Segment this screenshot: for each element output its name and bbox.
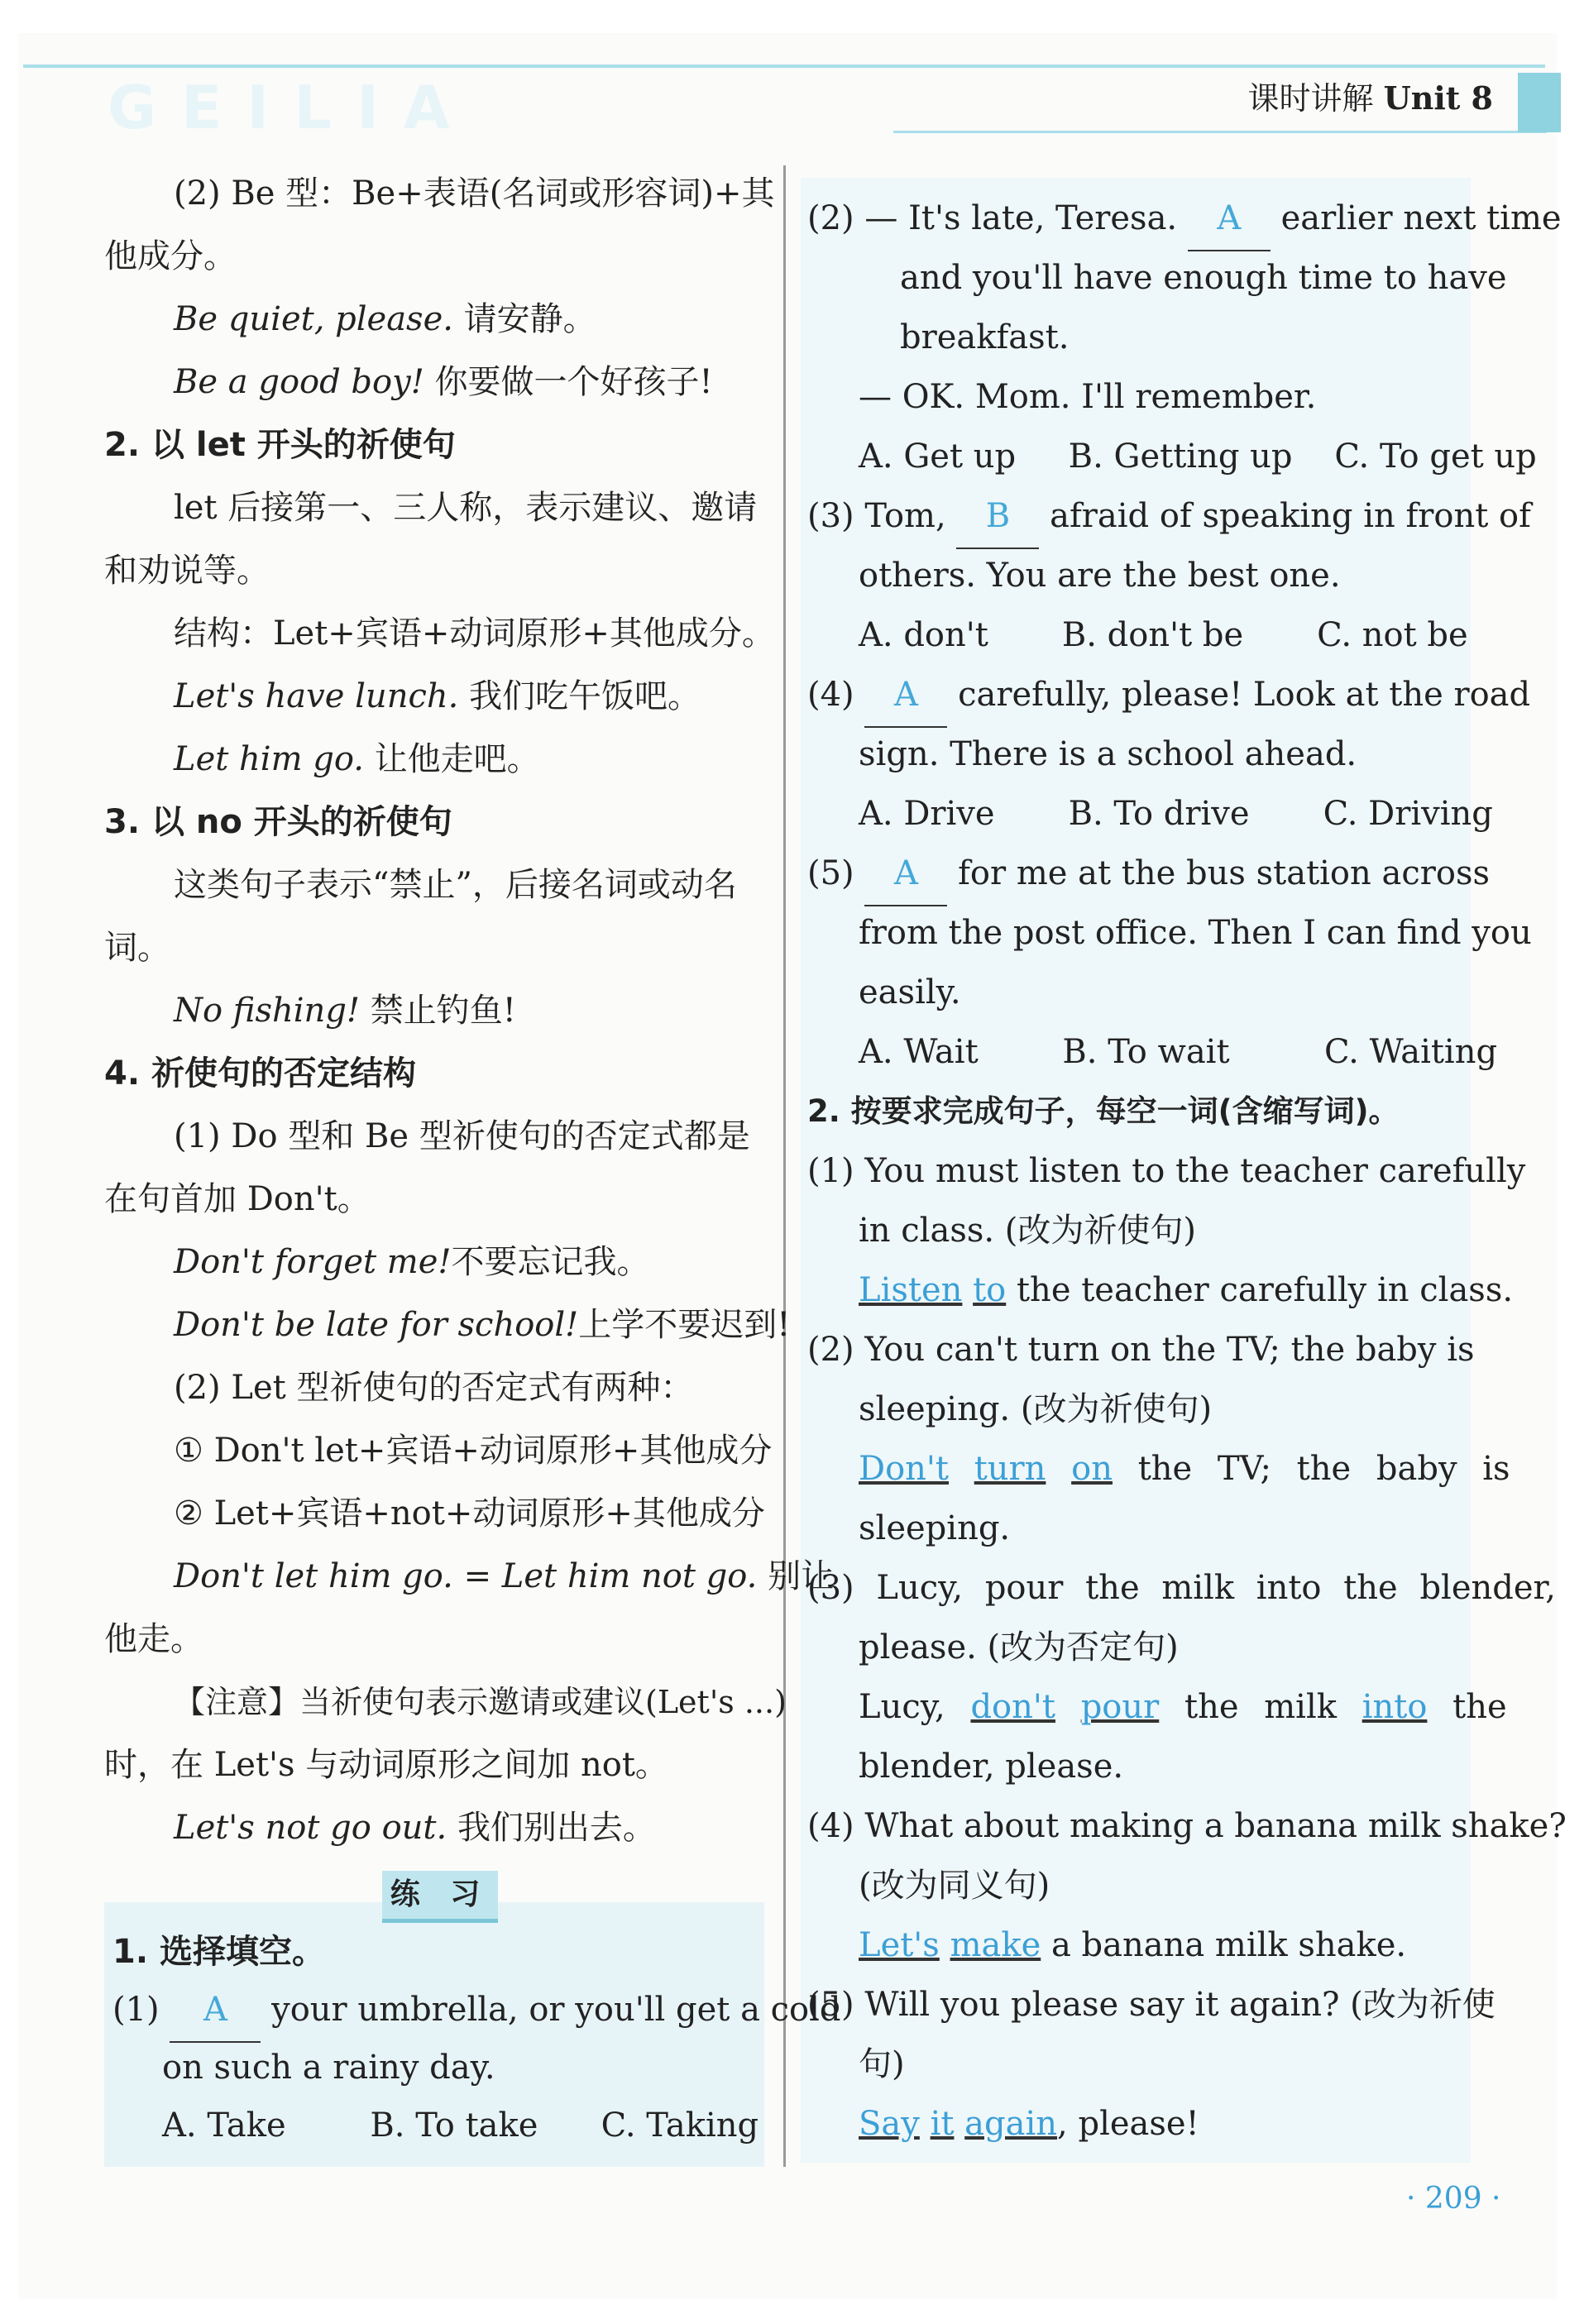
options-line: A. Take B. To take C. Taking <box>162 2106 759 2145</box>
header-watermark: GEILIA <box>108 73 475 142</box>
answer-word: into <box>1361 1688 1428 1726</box>
question-line: — OK. Mom. I'll remember. <box>859 378 1317 416</box>
text-line: 和劝说等。 <box>104 552 270 590</box>
example-line <box>174 665 701 728</box>
example-line <box>174 288 596 351</box>
options-line: A. Get up B. Getting up C. To get up <box>859 438 1537 476</box>
example-line <box>174 728 540 791</box>
answer-text: , please! <box>1057 2105 1199 2143</box>
text-line: (1) Do 型和 Be 型祈使句的否定式都是 <box>174 1117 750 1155</box>
example-cn: 请安静。 <box>463 300 596 338</box>
answer-text: the teacher carefully in class. <box>1016 1271 1514 1309</box>
answer-line <box>859 2092 1199 2155</box>
question-line: and you'll have enough time to have <box>900 259 1507 297</box>
exercise-heading: 1. 选择填空。 <box>112 1933 325 1971</box>
answer-word: Say <box>859 2105 920 2143</box>
answer-blank: A <box>864 663 947 728</box>
answer-word: make <box>950 1926 1041 1964</box>
question-line: from the post office. Then I can find you <box>859 914 1532 952</box>
question-text: (4) <box>807 676 854 714</box>
example-line <box>174 1796 656 1859</box>
answer-word: turn <box>974 1450 1046 1488</box>
example-en: Be a good boy! <box>174 363 424 401</box>
question-line: in class. (改为祈使句) <box>859 1212 1197 1250</box>
example-line <box>174 351 713 414</box>
header-unit: Unit 8 <box>1383 79 1493 117</box>
answer-word: to <box>973 1271 1007 1309</box>
question-line: 句) <box>859 2045 905 2083</box>
question-text: earlier next time <box>1280 199 1562 237</box>
example-cn: 别让 <box>768 1557 835 1595</box>
section-heading: 4. 祈使句的否定结构 <box>104 1054 416 1093</box>
answer-line <box>859 1914 1406 1977</box>
options-line: A. don't B. don't be C. not be <box>859 616 1468 654</box>
text-line: let 后接第一、三人称，表示建议、邀请 <box>174 489 758 527</box>
text-line: (2) Let 型祈使句的否定式有两种： <box>174 1369 694 1407</box>
answer-text: the milk <box>1184 1688 1337 1726</box>
question-line: (4) What about making a banana milk shake? <box>807 1807 1567 1845</box>
header-tab-marker <box>1518 73 1561 132</box>
answer-word: it <box>930 2105 955 2143</box>
question-line <box>807 485 1531 549</box>
question-line: easily. <box>859 973 961 1011</box>
example-cn: 让他走吧。 <box>374 740 540 778</box>
question-number: (1) <box>112 1991 160 2029</box>
question-line: (5) Will you please say it again? (改为祈使 <box>807 1986 1495 2024</box>
example-en: Don't let him go. = Let him not go. <box>174 1557 758 1595</box>
question-line: (1) You must listen to the teacher carefully <box>807 1152 1526 1190</box>
answer-text: Lucy, <box>859 1688 945 1726</box>
question-line: others. You are the best one. <box>859 557 1341 595</box>
question-line <box>807 842 1490 906</box>
example-en: Don't forget me! <box>174 1243 452 1281</box>
text-line: 这类句子表示“禁止”，后接名词或动名 <box>174 866 737 904</box>
question-text: your umbrella, or you'll get a cold <box>271 1991 841 2029</box>
page-number: · 209 · <box>1406 2182 1501 2216</box>
answer-blank: A <box>864 842 947 906</box>
running-header <box>1247 73 1493 118</box>
question-line <box>807 663 1530 728</box>
section-heading: 2. 以 let 开头的祈使句 <box>104 426 456 464</box>
example-en: Let's not go out. <box>174 1809 447 1847</box>
text-line: 在句首加 Don't。 <box>104 1180 371 1218</box>
header-rule-right <box>893 131 1547 133</box>
example-line <box>174 1231 649 1294</box>
text-line: 词。 <box>104 929 170 967</box>
question-text: (2) — It's late, Teresa. <box>807 199 1178 237</box>
answer-word: again <box>964 2105 1058 2143</box>
example-en: No fishing! <box>174 992 360 1030</box>
question-line: please. (改为否定句) <box>859 1628 1179 1666</box>
question-text: for me at the bus station across <box>958 854 1490 892</box>
answer-line <box>859 1259 1513 1322</box>
example-cn: 我们吃午饭吧。 <box>469 677 701 715</box>
example-en: Let's have lunch. <box>174 677 459 715</box>
question-text: carefully, please! Look at the road <box>958 676 1531 714</box>
text-line: ① Don't let+宾语+动词原形+其他成分 <box>174 1432 773 1470</box>
answer-word: Listen <box>859 1271 963 1309</box>
text-line: 他走。 <box>104 1620 203 1658</box>
question-text: (5) <box>807 854 854 892</box>
answer-blank: A <box>1188 187 1271 251</box>
text-line: 结构：Let+宾语+动词原形+其他成分。 <box>174 614 775 653</box>
question-line: on such a rainy day. <box>162 2049 495 2087</box>
example-cn: 禁止钓鱼! <box>370 992 516 1030</box>
header-rule <box>23 65 1545 68</box>
answer-blank: B <box>956 485 1039 549</box>
question-text: (3) Tom, <box>807 497 946 535</box>
answer-line <box>859 1437 1510 1500</box>
note-line: 【注意】当祈使句表示邀请或建议(Let's ...) <box>174 1684 787 1720</box>
section-heading: 3. 以 no 开头的祈使句 <box>104 803 452 841</box>
question-text: afraid of speaking in front of <box>1050 497 1531 535</box>
answer-word: pour <box>1080 1688 1160 1726</box>
answer-blank: A <box>170 1978 261 2043</box>
example-line <box>174 1545 834 1608</box>
example-cn: 上学不要迟到! <box>578 1306 791 1344</box>
example-line <box>174 979 516 1042</box>
example-cn: 不要忘记我。 <box>451 1243 650 1281</box>
answer-text: the TV; the baby is <box>1137 1450 1510 1488</box>
question-line: (2) You can't turn on the TV; the baby is <box>807 1331 1475 1369</box>
column-divider <box>783 165 786 2167</box>
question-line: sign. There is a school ahead. <box>859 735 1357 773</box>
question-line: sleeping. <box>859 1509 1011 1547</box>
question-line <box>807 187 1562 251</box>
example-line <box>174 1294 790 1356</box>
text-line: 他成分。 <box>104 237 237 275</box>
options-line: A. Wait B. To wait C. Waiting <box>859 1033 1498 1071</box>
answer-word: Don't <box>859 1450 949 1488</box>
options-line: A. Drive B. To drive C. Driving <box>859 795 1493 833</box>
example-cn: 我们别出去。 <box>457 1809 656 1847</box>
question-line <box>112 1978 841 2043</box>
example-en: Let him go. <box>174 740 364 778</box>
text-line: (2) Be 型：Be+表语(名词或形容词)+其 <box>174 175 775 213</box>
practice-label: 练 习 <box>382 1871 498 1923</box>
answer-word: Let's <box>859 1926 940 1964</box>
text-line: ② Let+宾语+not+动词原形+其他成分 <box>174 1494 765 1533</box>
question-line: sleeping. (改为祈使句) <box>859 1390 1213 1428</box>
answer-text: the <box>1452 1688 1507 1726</box>
example-cn: 你要做一个好孩子! <box>434 363 713 401</box>
question-line: (改为同义句) <box>859 1867 1050 1905</box>
answer-word: don't <box>970 1688 1055 1726</box>
exercise-heading: 2. 按要求完成句子，每空一词(含缩写词)。 <box>807 1093 1400 1129</box>
answer-word: on <box>1071 1450 1113 1488</box>
answer-text: a banana milk shake. <box>1050 1926 1407 1964</box>
answer-line <box>859 1676 1507 1738</box>
header-title-cn: 课时讲解 <box>1247 80 1374 117</box>
text-line: 时，在 Let's 与动词原形之间加 not。 <box>104 1746 668 1784</box>
question-line: blender, please. <box>859 1748 1124 1786</box>
example-en: Don't be late for school! <box>174 1306 579 1344</box>
question-line: (3) Lucy, pour the milk into the blender, <box>807 1569 1556 1607</box>
example-en: Be quiet, please. <box>174 300 453 338</box>
question-line: breakfast. <box>900 318 1070 356</box>
